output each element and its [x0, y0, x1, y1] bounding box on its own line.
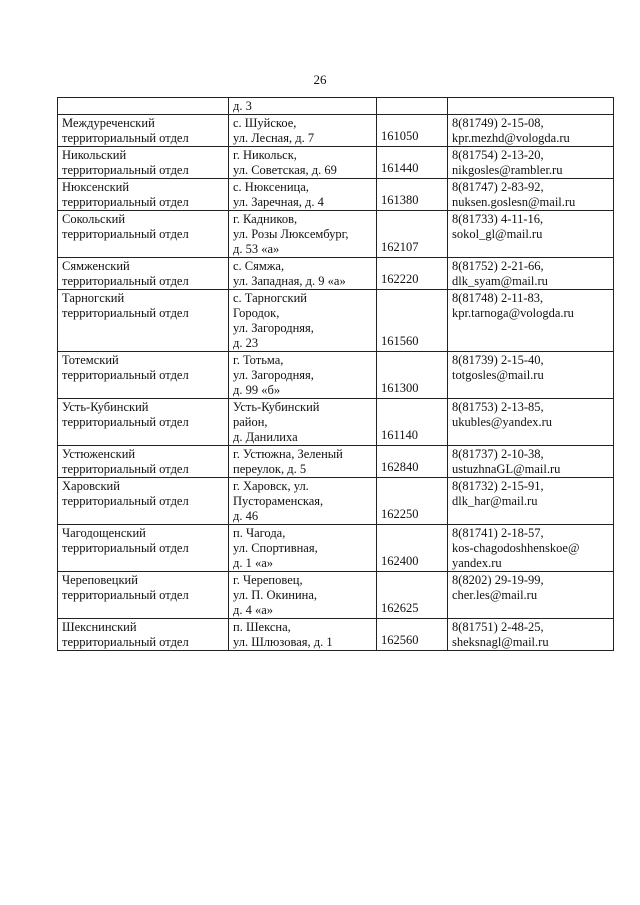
office-name-cell-line: Шекснинский — [62, 620, 137, 634]
address-cell-line: с. Тарногский — [233, 291, 307, 305]
table-row — [58, 446, 614, 478]
table-row — [58, 147, 614, 179]
office-name-cell-line: территориальный отдел — [62, 588, 189, 602]
contacts-cell-line: 8(8202) 29-19-99, — [452, 573, 544, 587]
contacts-cell — [448, 179, 614, 211]
contacts-cell — [448, 572, 614, 619]
address-cell — [229, 98, 377, 115]
office-name-cell-line: Череповецкий — [62, 573, 138, 587]
address-cell-line: г. Череповец, — [233, 573, 303, 587]
office-name-cell-line: территориальный отдел — [62, 541, 189, 555]
address-cell-line: д. 99 «б» — [233, 383, 281, 397]
office-name-cell-line: территориальный отдел — [62, 131, 189, 145]
address-cell — [229, 572, 377, 619]
contacts-cell — [448, 147, 614, 179]
contacts-cell-line: cher.les@mail.ru — [452, 588, 538, 602]
postcode-cell: 161300 — [377, 352, 448, 399]
office-name-cell-line: территориальный отдел — [62, 163, 189, 177]
contacts-cell-line: nuksen.goslesn@mail.ru — [452, 195, 576, 209]
contacts-cell-line: 8(81732) 2-15-91, — [452, 479, 544, 493]
contacts-cell — [448, 352, 614, 399]
table-row — [58, 352, 614, 399]
table-row — [58, 179, 614, 211]
address-cell — [229, 290, 377, 352]
address-cell — [229, 258, 377, 290]
address-cell-line: г. Никольск, — [233, 148, 297, 162]
postcode-cell: 162400 — [377, 525, 448, 572]
postcode-cell — [377, 98, 448, 115]
contacts-cell — [448, 619, 614, 651]
office-name-cell-line: территориальный отдел — [62, 274, 189, 288]
address-cell — [229, 179, 377, 211]
offices-table — [57, 97, 614, 651]
offices-table-body — [58, 98, 614, 651]
address-cell — [229, 211, 377, 258]
contacts-cell-line: 8(81754) 2-13-20, — [452, 148, 544, 162]
office-name-cell-line: Междуреченский — [62, 116, 155, 130]
postcode-cell: 162107 — [377, 211, 448, 258]
address-cell-line: ул. Загородняя, — [233, 321, 314, 335]
contacts-cell — [448, 525, 614, 572]
contacts-cell-line: 8(81739) 2-15-40, — [452, 353, 544, 367]
office-name-cell-line: Усть-Кубинский — [62, 400, 149, 414]
contacts-cell-line: 8(81748) 2-11-83, — [452, 291, 544, 305]
address-cell-line: ул. Загородняя, — [233, 368, 314, 382]
office-name-cell-line: территориальный отдел — [62, 635, 189, 649]
address-cell-line: д. 4 «а» — [233, 603, 274, 617]
office-name-cell — [58, 446, 229, 478]
table-row — [58, 290, 614, 352]
table-row — [58, 211, 614, 258]
address-cell — [229, 147, 377, 179]
table-row — [58, 399, 614, 446]
office-name-cell — [58, 478, 229, 525]
office-name-cell-line: территориальный отдел — [62, 415, 189, 429]
address-cell — [229, 446, 377, 478]
office-name-cell-line: Тарногский — [62, 291, 125, 305]
office-name-cell-line: Нюксенский — [62, 180, 130, 194]
contacts-cell — [448, 98, 614, 115]
address-cell-line: п. Чагода, — [233, 526, 286, 540]
contacts-cell — [448, 211, 614, 258]
contacts-cell-line: 8(81751) 2-48-25, — [452, 620, 544, 634]
postcode-cell: 162625 — [377, 572, 448, 619]
office-name-cell-line: Сямженский — [62, 259, 130, 273]
contacts-cell-line: 8(81747) 2-83-92, — [452, 180, 544, 194]
address-cell-line: Усть-Кубинский — [233, 400, 320, 414]
address-cell-line: д. 23 — [233, 336, 259, 350]
address-cell — [229, 352, 377, 399]
address-cell-line: г. Тотьма, — [233, 353, 284, 367]
address-cell-line: д. 1 «а» — [233, 556, 274, 570]
table-row — [58, 525, 614, 572]
address-cell-line: д. 3 — [233, 99, 252, 113]
contacts-cell — [448, 478, 614, 525]
address-cell-line: ул. П. Окинина, — [233, 588, 317, 602]
contacts-cell-line: dlk_syam@mail.ru — [452, 274, 548, 288]
postcode-cell: 161440 — [377, 147, 448, 179]
table-row — [58, 572, 614, 619]
address-cell-line: ул. Заречная, д. 4 — [233, 195, 324, 209]
address-cell-line: г. Кадников, — [233, 212, 298, 226]
office-name-cell — [58, 572, 229, 619]
contacts-cell-line: sheksnagl@mail.ru — [452, 635, 549, 649]
office-name-cell-line: территориальный отдел — [62, 368, 189, 382]
address-cell-line: г. Харовск, ул. — [233, 479, 309, 493]
table-row — [58, 619, 614, 651]
contacts-cell-line: 8(81737) 2-10-38, — [452, 447, 544, 461]
postcode-cell: 161050 — [377, 115, 448, 147]
address-cell — [229, 525, 377, 572]
contacts-cell-line: 8(81753) 2-13-85, — [452, 400, 544, 414]
address-cell-line: район, — [233, 415, 268, 429]
page-number: 26 — [313, 72, 327, 87]
office-name-cell — [58, 147, 229, 179]
contacts-cell-line: 8(81752) 2-21-66, — [452, 259, 544, 273]
postcode-cell: 162220 — [377, 258, 448, 290]
address-cell-line: д. 53 «а» — [233, 242, 280, 256]
office-name-cell-line: Никольский — [62, 148, 127, 162]
address-cell-line: ул. Лесная, д. 7 — [233, 131, 315, 145]
office-name-cell-line: Устюженский — [62, 447, 136, 461]
contacts-cell-line: 8(81749) 2-15-08, — [452, 116, 544, 130]
contacts-cell — [448, 290, 614, 352]
office-name-cell — [58, 399, 229, 446]
postcode-cell: 162840 — [377, 446, 448, 478]
address-cell-line: д. Данилиха — [233, 430, 298, 444]
table-row — [58, 258, 614, 290]
address-cell — [229, 478, 377, 525]
address-cell — [229, 619, 377, 651]
address-cell-line: ул. Советская, д. 69 — [233, 163, 337, 177]
table-row — [58, 478, 614, 525]
office-name-cell — [58, 290, 229, 352]
contacts-cell — [448, 115, 614, 147]
table-row — [58, 115, 614, 147]
office-name-cell-line: Сокольский — [62, 212, 126, 226]
address-cell-line: с. Нюксеница, — [233, 180, 309, 194]
contacts-cell — [448, 258, 614, 290]
office-name-cell — [58, 211, 229, 258]
postcode-cell: 162250 — [377, 478, 448, 525]
contacts-cell — [448, 399, 614, 446]
postcode-cell: 161140 — [377, 399, 448, 446]
office-name-cell-line: территориальный отдел — [62, 227, 189, 241]
address-cell-line: с. Шуйское, — [233, 116, 297, 130]
address-cell-line: с. Сямжа, — [233, 259, 285, 273]
address-cell-line: д. 46 — [233, 509, 259, 523]
office-name-cell-line: территориальный отдел — [62, 195, 189, 209]
postcode-cell: 161560 — [377, 290, 448, 352]
contacts-cell-line: totgosles@mail.ru — [452, 368, 544, 382]
address-cell-line: г. Устюжна, Зеленый — [233, 447, 343, 461]
address-cell — [229, 399, 377, 446]
office-name-cell — [58, 115, 229, 147]
contacts-cell-line: kos-chagodoshhenskoe@ — [452, 541, 580, 555]
postcode-cell: 161380 — [377, 179, 448, 211]
contacts-cell-line: dlk_har@mail.ru — [452, 494, 538, 508]
office-name-cell-line: территориальный отдел — [62, 462, 189, 476]
address-cell-line: Пустораменская, — [233, 494, 324, 508]
address-cell-line: ул. Розы Люксембург, — [233, 227, 349, 241]
office-name-cell-line: территориальный отдел — [62, 306, 189, 320]
office-name-cell — [58, 525, 229, 572]
office-name-cell-line: территориальный отдел — [62, 494, 189, 508]
contacts-cell-line: kpr.tarnoga@vologda.ru — [452, 306, 574, 320]
contacts-cell — [448, 446, 614, 478]
address-cell — [229, 115, 377, 147]
office-name-cell-line: Тотемский — [62, 353, 119, 367]
office-name-cell — [58, 352, 229, 399]
address-cell-line: переулок, д. 5 — [233, 462, 307, 476]
contacts-cell-line: yandex.ru — [452, 556, 502, 570]
address-cell-line: ул. Западная, д. 9 «а» — [233, 274, 346, 288]
contacts-cell-line: 8(81733) 4-11-16, — [452, 212, 544, 226]
address-cell-line: ул. Спортивная, — [233, 541, 318, 555]
office-name-cell — [58, 179, 229, 211]
office-name-cell — [58, 258, 229, 290]
contacts-cell-line: ukubles@yandex.ru — [452, 415, 553, 429]
contacts-cell-line: sokol_gl@mail.ru — [452, 227, 543, 241]
address-cell-line: Городок, — [233, 306, 280, 320]
address-cell-line: ул. Шлюзовая, д. 1 — [233, 635, 333, 649]
postcode-cell: 162560 — [377, 619, 448, 651]
contacts-cell-line: 8(81741) 2-18-57, — [452, 526, 544, 540]
address-cell-line: п. Шексна, — [233, 620, 291, 634]
table-row — [58, 98, 614, 115]
contacts-cell-line: kpr.mezhd@vologda.ru — [452, 131, 570, 145]
office-name-cell — [58, 619, 229, 651]
office-name-cell-line: Харовский — [62, 479, 120, 493]
contacts-cell-line: nikgosles@rambler.ru — [452, 163, 563, 177]
contacts-cell-line: ustuzhnaGL@mail.ru — [452, 462, 561, 476]
office-name-cell — [58, 98, 229, 115]
office-name-cell-line: Чагодощенский — [62, 526, 146, 540]
